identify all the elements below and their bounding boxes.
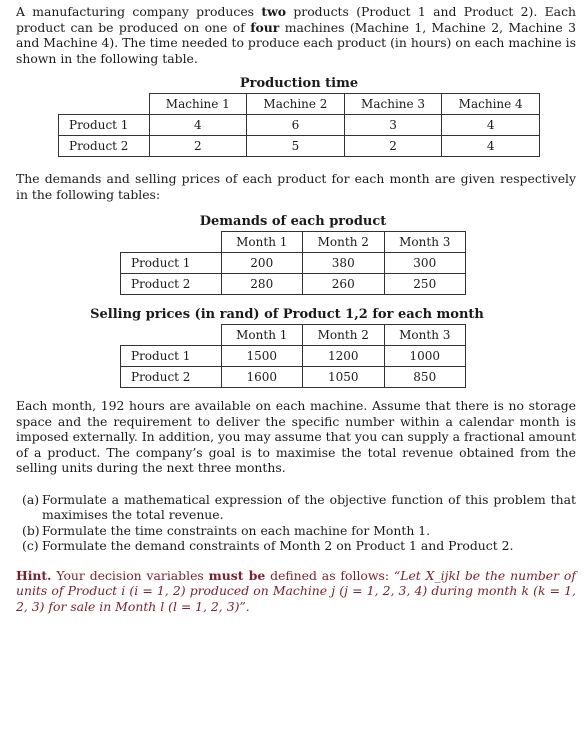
- price-table-block: [16, 307, 576, 388]
- table-row: [59, 115, 540, 136]
- table-header: Machine 3: [344, 94, 442, 115]
- table-row: [59, 136, 540, 157]
- question-list: [16, 492, 576, 554]
- table-cell: 380: [303, 253, 385, 274]
- table-header: Month 3: [384, 325, 466, 346]
- table-cell: 1050: [303, 367, 385, 388]
- table-cell: 1500: [221, 346, 303, 367]
- table-cell: 300: [384, 253, 466, 274]
- table-header: Month 1: [221, 325, 303, 346]
- demand-table: [120, 231, 466, 295]
- production-table-block: [58, 76, 540, 157]
- table-header: Machine 4: [442, 94, 540, 115]
- constraints-paragraph: Each month, 192 hours are available on each machine. Assume that there is no storage space and the requirement to deliver the specific number within a calendar month is imposed externally. In addition, you may assume that you can supply a fractional amount of a product. The company’s goal is to maximise the total revenue obtained from the selling units during the next three months.: [16, 398, 576, 475]
- demand-table-block: [120, 214, 466, 295]
- price-table-title: Selling prices (in rand) of Product 1,2 for each month: [90, 307, 484, 322]
- intro-bold-two: two: [261, 4, 287, 19]
- table-header: Machine 2: [247, 94, 345, 115]
- table-row: [121, 253, 466, 274]
- question-label: (a): [22, 491, 40, 507]
- production-table: [58, 93, 540, 157]
- table-cell: 850: [384, 367, 466, 388]
- table-cell: 260: [303, 274, 385, 295]
- list-item: [16, 523, 576, 539]
- question-label: (c): [22, 538, 39, 553]
- table-cell: 1600: [221, 367, 303, 388]
- list-item: [16, 492, 576, 523]
- question-label: (b): [22, 522, 40, 538]
- table-cell: 4: [442, 115, 540, 136]
- table-cell: 2: [344, 136, 442, 157]
- table-row: [121, 325, 466, 346]
- table-cell: 5: [247, 136, 345, 157]
- production-table-title: Production time: [239, 76, 359, 91]
- row-label: Product 1: [121, 253, 222, 274]
- question-text: Formulate a mathematical expression of the objective function of this problem that maximises the total revenue.: [42, 491, 576, 522]
- hint-variable-definition: “Let X_ijkl be the number of units of Product i (i = 1, 2) produced on Machine j (j = 1, 2, 3, 4) during month k (k = 1, 2, 3) for sale in Month l (l = 1, 2, 3)”.: [16, 567, 576, 614]
- row-label: Product 1: [121, 346, 222, 367]
- row-label: Product 2: [59, 136, 150, 157]
- hint-paragraph: Hint. Your decision variables must be defined as follows: “Let X_ijkl be the number of units of Product i (i = 1, 2) produced on Machine j (j = 1, 2, 3, 4) during month k (k = 1, 2, 3) for sale in Month l (l = 1, 2, 3)”.: [16, 567, 576, 614]
- demand-table-title: Demands of each product: [199, 214, 387, 229]
- table-cell: 200: [221, 253, 303, 274]
- list-item: [16, 538, 576, 554]
- table-cell: 2: [149, 136, 247, 157]
- table-header: Month 3: [384, 232, 466, 253]
- table-cell: 1200: [303, 346, 385, 367]
- table-cell: 1000: [384, 346, 466, 367]
- demand-intro-paragraph: The demands and selling prices of each product for each month are given respectively in the following tables:: [16, 171, 576, 202]
- table-row: [121, 346, 466, 367]
- row-label: Product 1: [59, 115, 150, 136]
- row-label: Product 2: [121, 367, 222, 388]
- table-cell: 250: [384, 274, 466, 295]
- table-row: [121, 232, 466, 253]
- table-cell: 3: [344, 115, 442, 136]
- intro-paragraph: A manufacturing company produces two products (Product 1 and Product 2). Each product can be produced on one of four machines (Machine 1, Machine 2, Machine 3 and Machine 4). The time needed to produce each product (in hours) on each machine is shown in the following table.: [16, 4, 576, 66]
- table-row: [59, 94, 540, 115]
- intro-bold-four: four: [250, 19, 280, 35]
- table-cell: 4: [149, 115, 247, 136]
- table-row: [121, 367, 466, 388]
- table-cell: 280: [221, 274, 303, 295]
- table-header: Month 1: [221, 232, 303, 253]
- question-text: Formulate the time constraints on each machine for Month 1.: [42, 522, 431, 538]
- table-cell: 6: [247, 115, 345, 136]
- hint-label: Hint.: [16, 567, 52, 583]
- table-header: Month 2: [303, 232, 385, 253]
- row-label: Product 2: [121, 274, 222, 295]
- table-cell: 4: [442, 136, 540, 157]
- hint-bold-must-be: must be: [208, 567, 266, 583]
- price-table: [120, 324, 466, 388]
- table-header: Month 2: [303, 325, 385, 346]
- table-header: Machine 1: [149, 94, 247, 115]
- table-row: [121, 274, 466, 295]
- question-text: Formulate the demand constraints of Month 2 on Product 1 and Product 2.: [42, 538, 514, 553]
